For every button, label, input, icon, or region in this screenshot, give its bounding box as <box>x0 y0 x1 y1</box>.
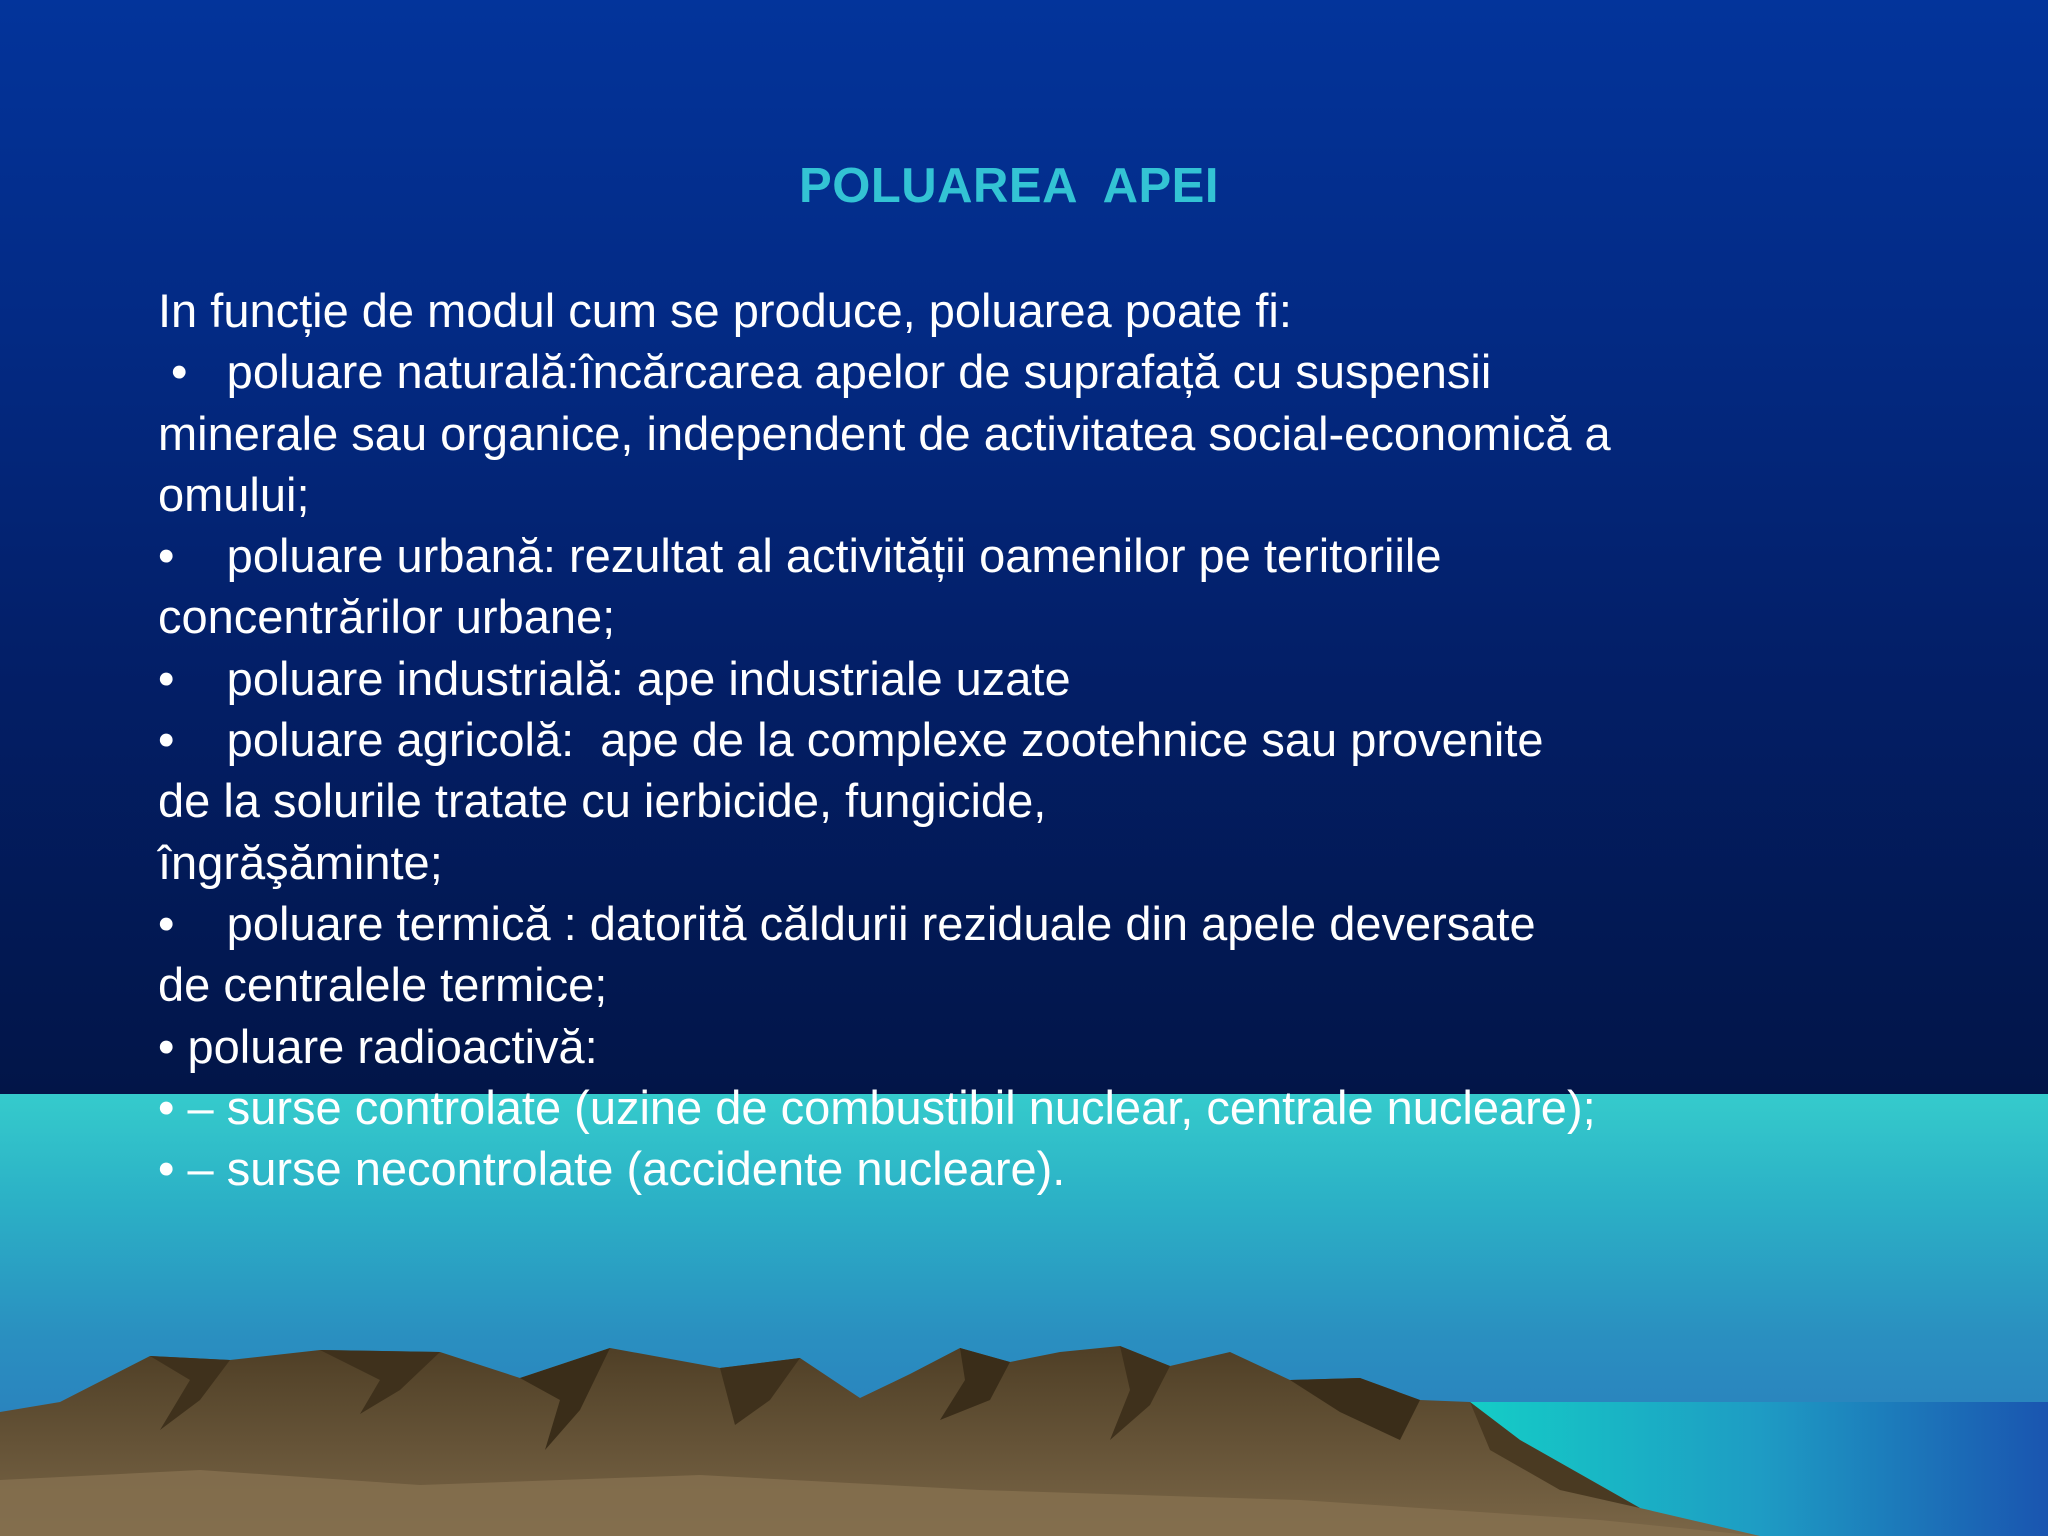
slide-title: POLUAREA APEI <box>799 159 1219 213</box>
bullet-natural-pollution-cont: omului; <box>158 467 310 521</box>
bullet-natural-pollution: • poluare naturală:încărcarea apelor de suprafață cu suspensii <box>158 345 1492 399</box>
bullet-radioactive-pollution: • poluare radioactivă: <box>158 1019 598 1073</box>
bullet-thermal-pollution-cont: de centralele termice; <box>158 958 608 1012</box>
slide-body <box>158 280 1978 1199</box>
bullet-thermal-pollution: • poluare termică : datorită căldurii reziduale din apele deversate <box>158 896 1536 950</box>
bullet-agricultural-pollution: • poluare agricolă: ape de la complexe zootehnice sau provenite <box>158 713 1544 767</box>
bullet-urban-pollution: • poluare urbană: rezultat al activității oamenilor pe teritoriile <box>158 529 1442 583</box>
sub-bullet-uncontrolled-sources: • – surse necontrolate (accidente nucleare). <box>158 1142 1066 1196</box>
intro-line: In funcție de modul cum se produce, poluarea poate fi: <box>158 284 1292 337</box>
sub-bullet-controlled-sources: • – surse controlate (uzine de combustibil nuclear, centrale nucleare); <box>158 1080 1596 1134</box>
bullet-industrial-pollution: • poluare industrială: ape industriale uzate <box>158 651 1071 705</box>
bullet-urban-pollution-cont: concentrărilor urbane; <box>158 590 616 644</box>
bullet-agricultural-pollution-cont: de la solurile tratate cu ierbicide, fungicide, <box>158 774 1047 828</box>
bullet-natural-pollution-cont: minerale sau organice, independent de activitatea social-economică a <box>158 406 1611 460</box>
bullet-agricultural-pollution-cont: îngrăşăminte; <box>158 835 443 889</box>
